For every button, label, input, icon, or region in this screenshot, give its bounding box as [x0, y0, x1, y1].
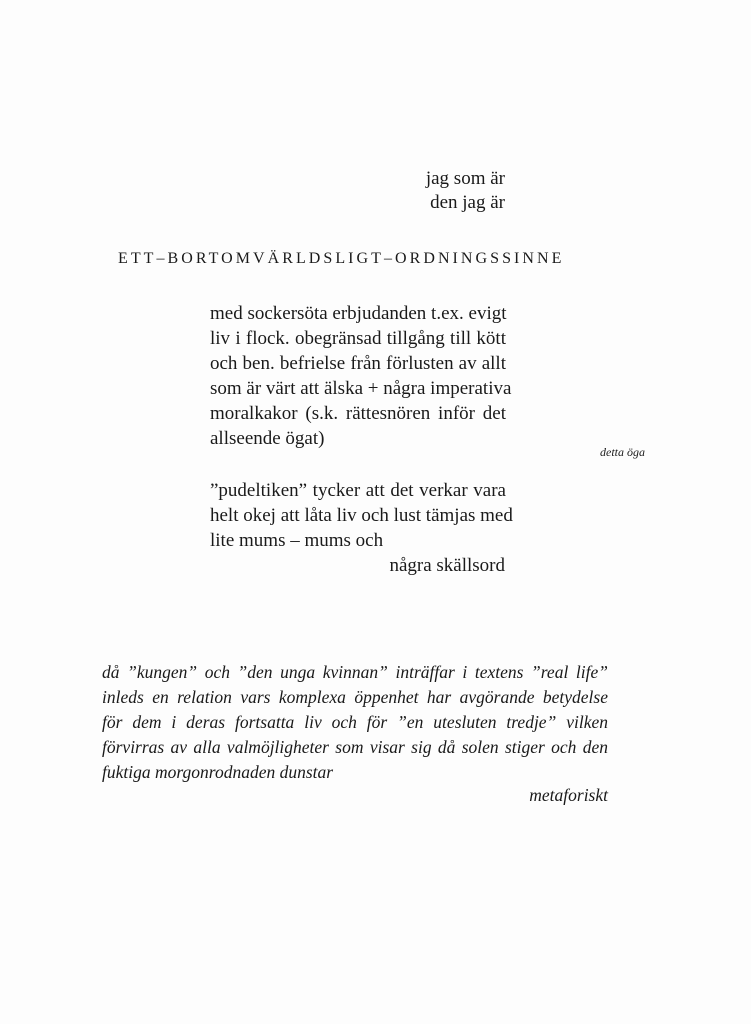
opening-line-2: den jag är	[430, 192, 505, 213]
block3-line: fuktiga morgonrodnaden dunstar	[102, 762, 334, 782]
opening-line-1: jag som är	[425, 168, 505, 189]
block1-line: med sockersöta erbjudanden t.ex. evigt	[210, 303, 507, 324]
section-heading: ETT–BORTOMVÄRLDSLIGT–ORDNINGSSINNE	[118, 250, 565, 267]
block1-line: liv i flock. obegränsad tillgång till kött	[210, 328, 506, 349]
block2-line: helt okej att låta liv och lust tämjas med	[210, 505, 513, 526]
block3-line: förvirras av alla valmöjligheter som visar sig då solen stiger och den	[102, 737, 608, 757]
block3-closing: metaforiskt	[529, 785, 608, 805]
block2-line: lite mums – mums och	[210, 530, 384, 551]
block3-line: då ”kungen” och ”den unga kvinnan” inträffar i textens ”real life”	[102, 662, 608, 682]
block2-line: ”pudeltiken” tycker att det verkar vara	[210, 480, 506, 501]
block1-line: som är värt att älska + några imperativa	[210, 378, 512, 399]
margin-note: detta öga	[600, 445, 645, 459]
block1-line: allseende ögat)	[210, 428, 325, 449]
block3-line: inleds en relation vars komplexa öppenhet har avgörande betydelse	[102, 687, 608, 707]
block3-line: för dem i deras fortsatta liv och för ”en utesluten tredje” vilken	[102, 712, 608, 732]
block1-line: moralkakor (s.k. rättesnören inför det	[210, 403, 506, 424]
block1-line: och ben. befrielse från förlusten av allt	[210, 353, 506, 374]
block2-closing: några skällsord	[389, 555, 505, 576]
